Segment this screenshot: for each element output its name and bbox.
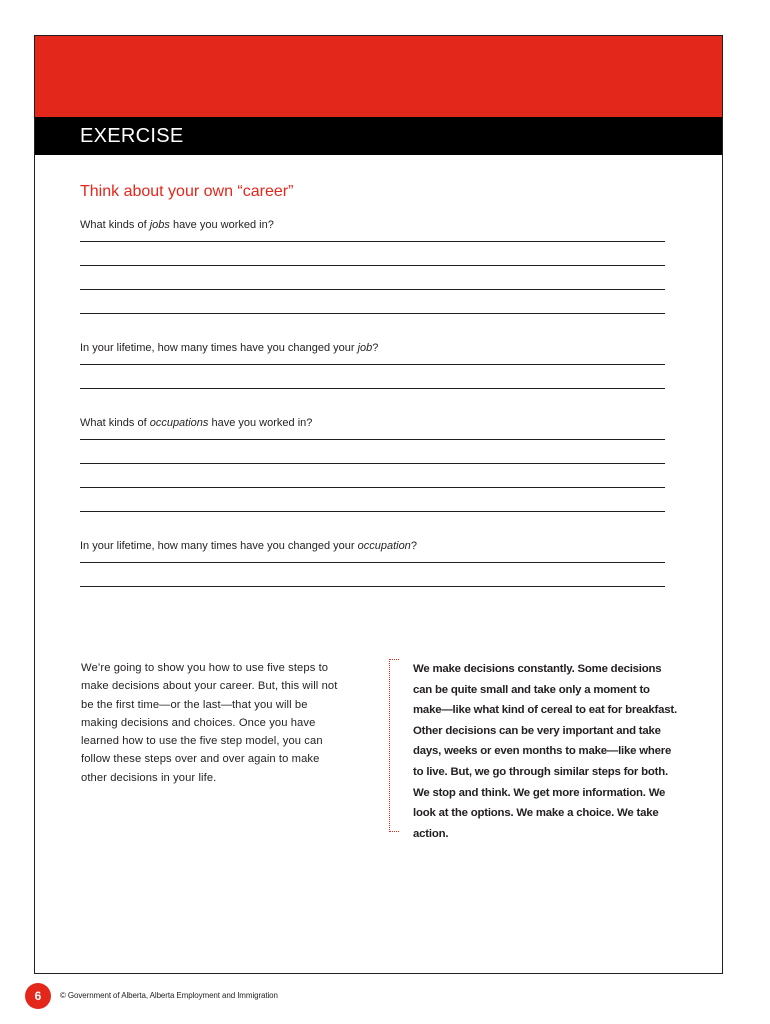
footer-copyright: © Government of Alberta, Alberta Employment and Immigration	[60, 991, 278, 1000]
header-red-band	[35, 36, 722, 117]
decision-callout	[389, 659, 679, 840]
page-frame	[34, 35, 723, 974]
answer-line[interactable]	[80, 439, 665, 440]
answer-line[interactable]	[80, 586, 665, 587]
answer-lines-jobs	[80, 241, 665, 314]
answer-line[interactable]	[80, 265, 665, 266]
answer-line[interactable]	[80, 241, 665, 242]
answer-lines-occupation-changes	[80, 562, 665, 587]
answer-lines-occupations	[80, 439, 665, 512]
section-title: Think about your own “career”	[80, 183, 294, 200]
answer-line[interactable]	[80, 562, 665, 563]
exercise-title: EXERCISE	[80, 125, 184, 147]
intro-paragraph: We’re going to show you how to use five steps to make decisions about your career. But, this will not be the first time—or the last—that you will be making decisions and choices. Once you have learned how to use the five step model, you can follow these steps over and over again to make other decisions in your life.	[81, 662, 338, 784]
answer-lines-job-changes	[80, 364, 665, 389]
question-occupations: What kinds of occupations have you worked in?	[80, 417, 313, 429]
question-job-changes: In your lifetime, how many times have you changed your job?	[80, 342, 379, 354]
callout-dotted-bracket	[389, 659, 399, 832]
answer-line[interactable]	[80, 487, 665, 488]
callout-text: We make decisions constantly. Some decisions can be quite small and take only a moment to make—like what kind of cereal to eat for breakfast. Other decisions can be very important and take days, weeks or even months to make—like where to live. But, we go through similar steps for both. We stop and think. We get more information. We look at the options. We make a choice. We take action.	[413, 663, 677, 840]
answer-line[interactable]	[80, 364, 665, 365]
exercise-content	[80, 182, 665, 587]
answer-line[interactable]	[80, 313, 665, 314]
answer-line[interactable]	[80, 511, 665, 512]
question-occupation-changes: In your lifetime, how many times have you changed your occupation?	[80, 540, 417, 552]
page-number-badge: 6	[25, 983, 51, 1009]
answer-line[interactable]	[80, 463, 665, 464]
answer-line[interactable]	[80, 388, 665, 389]
question-jobs: What kinds of jobs have you worked in?	[80, 219, 274, 231]
answer-line[interactable]	[80, 289, 665, 290]
